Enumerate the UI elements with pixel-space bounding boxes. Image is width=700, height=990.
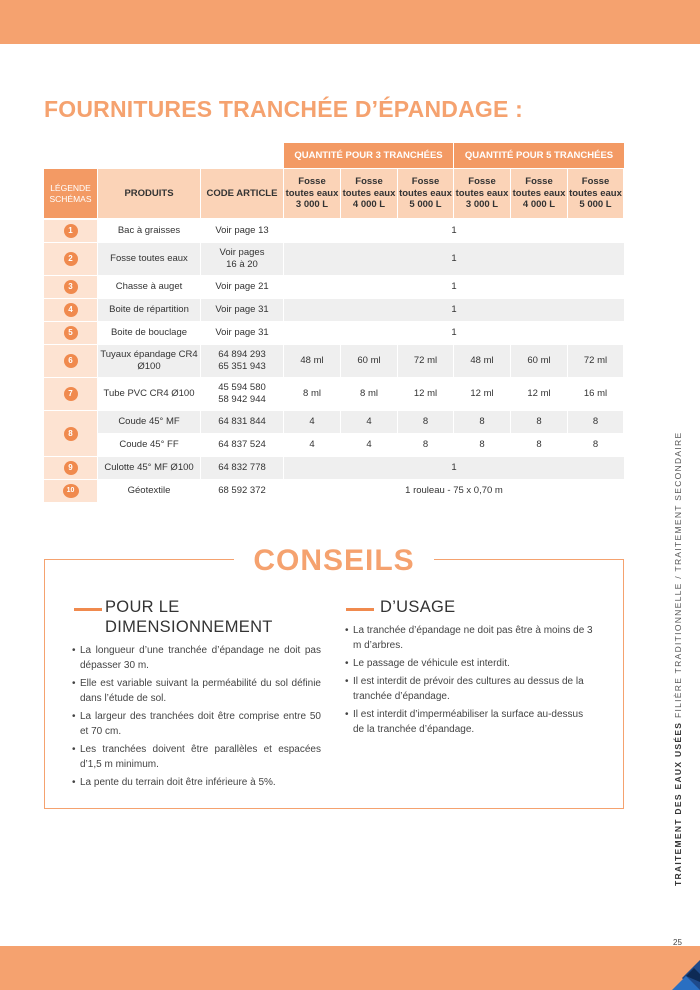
fosse-header-line: toutes eaux	[512, 187, 566, 199]
conseil-item: • Il est interdit d’imperméabiliser la surface au-dessus de la tranchée d’épandage.	[345, 707, 595, 737]
quantity-cell: 12 ml	[454, 378, 510, 410]
quantity-cell: 60 ml	[511, 345, 567, 377]
legend-badge: 6	[64, 354, 78, 368]
quantity-cell: 48 ml	[454, 345, 510, 377]
quantity-cell: 12 ml	[398, 378, 453, 410]
legend-header: LÉGENDE SCHÉMAS	[44, 169, 97, 218]
produit-cell: Boite de bouclage	[98, 322, 200, 344]
fosse-header-line: toutes eaux	[342, 187, 396, 199]
quantity-merged-cell: 1	[284, 276, 624, 298]
side-label-bold: TRAITEMENT DES EAUX USÉES	[673, 721, 683, 886]
quantity-cell: 48 ml	[284, 345, 340, 377]
quantity-cell: 12 ml	[511, 378, 567, 410]
page-title: FOURNITURES TRANCHÉE D’ÉPANDAGE :	[44, 96, 523, 122]
legend-badge: 4	[64, 303, 78, 317]
conseils-title: CONSEILS	[234, 543, 434, 579]
code-cell: 64 894 293 65 351 943	[201, 345, 283, 377]
fosse-header-line: Fosse	[525, 175, 553, 187]
produits-header: PRODUITS	[98, 169, 200, 218]
fosse-header-line: toutes eaux	[399, 187, 452, 199]
fosse-header-line: Fosse	[581, 175, 610, 187]
quantity-merged-cell: 1	[284, 220, 624, 242]
fosse-header-line: 5 000 L	[579, 199, 612, 211]
legend-cell	[44, 411, 97, 456]
code-cell: 45 594 580 58 942 944	[201, 378, 283, 410]
legend-badge: 1	[64, 224, 78, 238]
quantity-cell: 72 ml	[568, 345, 623, 377]
code-cell: Voir page 31	[201, 322, 283, 344]
code-cell: Voir page 21	[201, 276, 283, 298]
produit-cell: Tube PVC CR4 Ø100	[98, 378, 200, 410]
fournitures-table	[44, 143, 624, 506]
quantity-cell: 8	[454, 434, 510, 456]
usage-dash	[346, 608, 374, 611]
code-cell: Voir page 13	[201, 220, 283, 242]
fosse-header	[568, 169, 623, 218]
quantity-cell: 8	[568, 434, 623, 456]
fosse-header	[511, 169, 567, 218]
legend-cell	[44, 378, 97, 410]
fosse-header	[398, 169, 453, 218]
produit-cell: Culotte 45° MF Ø100	[98, 457, 200, 479]
produit-cell: Chasse à auget	[98, 276, 200, 298]
conseil-item: • Le passage de véhicule est interdit.	[345, 656, 595, 671]
legend-cell	[44, 243, 97, 275]
top-band	[0, 0, 700, 44]
legend-cell	[44, 322, 97, 344]
legend-cell	[44, 276, 97, 298]
quantity-cell: 16 ml	[568, 378, 623, 410]
legend-badge: 9	[64, 461, 78, 475]
fosse-header-line: 3 000 L	[295, 199, 329, 211]
fosse-header-line: Fosse	[411, 175, 440, 187]
quantity-cell: 8 ml	[284, 378, 340, 410]
fosse-header-line: toutes eaux	[569, 187, 622, 199]
quantity-cell: 8	[511, 411, 567, 433]
code-cell: 64 832 778	[201, 457, 283, 479]
quantity-cell: 72 ml	[398, 345, 453, 377]
side-label-light: FILIÈRE TRADITIONNELLE / TRAITEMENT SECONDAIRE	[673, 431, 683, 719]
dimensionnement-dash	[74, 608, 102, 611]
side-section-label	[673, 432, 683, 886]
code-cell: 64 837 524	[201, 434, 283, 456]
quantity-cell: 60 ml	[341, 345, 397, 377]
quantity-cell: 4	[284, 434, 340, 456]
conseil-item: • La pente du terrain doit être inférieure à 5%.	[72, 775, 321, 790]
bottom-band	[0, 946, 700, 990]
quantity-cell: 8	[398, 411, 453, 433]
fosse-header-line: toutes eaux	[455, 187, 509, 199]
legend-cell	[44, 345, 97, 377]
quantity-merged-cell: 1	[284, 457, 624, 479]
quantity-merged-cell: 1	[284, 243, 624, 275]
fosse-header-line: toutes eaux	[285, 187, 339, 199]
conseil-item: • La longueur d’une tranchée d’épandage ne doit pas dépasser 30 m.	[72, 643, 321, 673]
conseil-item: • Elle est variable suivant la perméabilité du sol définie dans l’étude de sol.	[72, 676, 321, 706]
legend-badge: 8	[64, 427, 78, 441]
quantity-cell: 8	[511, 434, 567, 456]
produit-cell: Fosse toutes eaux	[98, 243, 200, 275]
legend-badge: 10	[63, 484, 79, 498]
usage-title: D’USAGE	[380, 598, 456, 616]
legend-badge: 5	[64, 326, 78, 340]
legend-badge: 2	[64, 252, 78, 266]
fosse-header-line: 5 000 L	[409, 199, 442, 211]
legend-cell	[44, 220, 97, 242]
quantity-cell: 4	[284, 411, 340, 433]
fosse-header-line: 4 000 L	[522, 199, 556, 211]
legend-badge: 3	[64, 280, 78, 294]
quantity-cell: 8	[398, 434, 453, 456]
quantity-cell: 4	[341, 411, 397, 433]
group-header-3: QUANTITÉ POUR 3 TRANCHÉES	[284, 143, 453, 168]
produit-cell: Coude 45° FF	[98, 434, 200, 456]
dimensionnement-list	[72, 643, 321, 793]
fosse-header-line: Fosse	[298, 175, 326, 187]
group-header-5: QUANTITÉ POUR 5 TRANCHÉES	[454, 143, 624, 168]
fosse-header-line: Fosse	[468, 175, 496, 187]
quantity-cell: 4	[341, 434, 397, 456]
produit-cell: Géotextile	[98, 480, 200, 502]
conseil-item: • Les tranchées doivent être parallèles et espacées d’1,5 m minimum.	[72, 742, 321, 772]
legend-cell	[44, 480, 97, 502]
page-number: 25	[673, 938, 682, 947]
header-separator	[98, 218, 624, 220]
conseil-item: • Il est interdit de prévoir des cultures au dessus de la tranchée d’épandage.	[345, 674, 595, 704]
code-cell: Voir pages 16 à 20	[201, 243, 283, 275]
fosse-header	[454, 169, 510, 218]
produit-cell: Tuyaux épandage CR4 Ø100	[98, 345, 200, 377]
code-cell: 68 592 372	[201, 480, 283, 502]
quantity-merged-cell: 1 rouleau - 75 x 0,70 m	[284, 480, 624, 502]
produit-cell: Coude 45° MF	[98, 411, 200, 433]
quantity-merged-cell: 1	[284, 299, 624, 321]
produit-cell: Boite de répartition	[98, 299, 200, 321]
quantity-merged-cell: 1	[284, 322, 624, 344]
code-cell: Voir page 31	[201, 299, 283, 321]
code-cell: 64 831 844	[201, 411, 283, 433]
usage-list	[345, 623, 595, 740]
corner-logo-icon	[652, 946, 700, 990]
legend-badge: 7	[64, 387, 78, 401]
dimensionnement-title: POUR LE DIMENSIONNEMENT	[105, 598, 273, 636]
produit-cell: Bac à graisses	[98, 220, 200, 242]
fosse-header	[284, 169, 340, 218]
fosse-header-line: Fosse	[355, 175, 383, 187]
code-header: CODE ARTICLE	[201, 169, 283, 218]
conseil-item: • La largeur des tranchées doit être comprise entre 50 et 70 cm.	[72, 709, 321, 739]
legend-cell	[44, 457, 97, 479]
fosse-header-line: 4 000 L	[352, 199, 386, 211]
quantity-cell: 8	[454, 411, 510, 433]
fosse-header-line: 3 000 L	[465, 199, 499, 211]
legend-cell	[44, 299, 97, 321]
quantity-cell: 8	[568, 411, 623, 433]
quantity-cell: 8 ml	[341, 378, 397, 410]
conseil-item: • La tranchée d’épandage ne doit pas être à moins de 3 m d’arbres.	[345, 623, 595, 653]
fosse-header	[341, 169, 397, 218]
